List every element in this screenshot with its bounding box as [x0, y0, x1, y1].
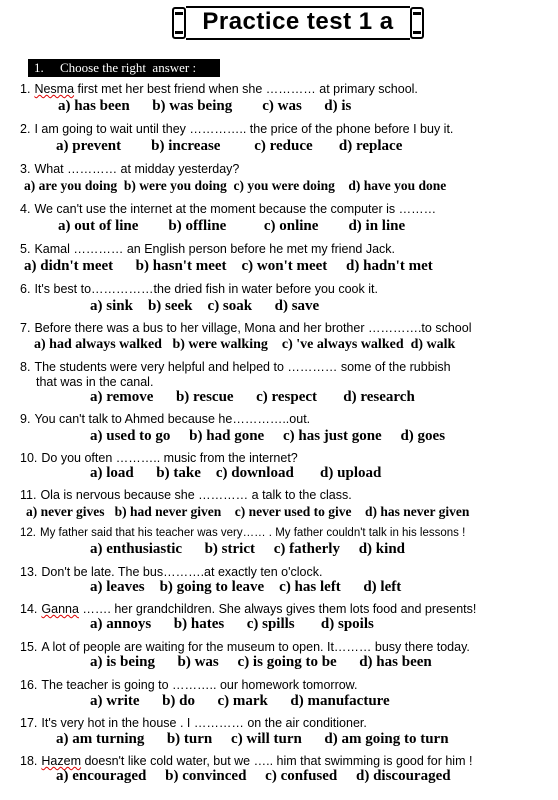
question-15: 15. A lot of people are waiting for the museum to open. It……… busy there today. — [20, 640, 470, 654]
option-a[interactable]: a) sink — [90, 298, 133, 314]
scroll-right-ornament — [410, 7, 424, 39]
option-a[interactable]: a) never gives — [26, 504, 105, 519]
options-9 — [90, 428, 445, 445]
question-11: 11. Ola is nervous because she ………… a talk to the class. — [20, 488, 352, 502]
question-1: 1. Nesma first met her best friend when she ………… at primary school. — [20, 82, 418, 96]
options-7 — [34, 337, 455, 353]
option-b[interactable]: b) do — [162, 693, 195, 709]
option-b[interactable]: b) convinced — [165, 768, 247, 784]
question-10: 10. Do you often ……….. music from the internet? — [20, 451, 298, 465]
options-18 — [56, 768, 451, 785]
option-c[interactable]: c) online — [263, 218, 319, 234]
option-b[interactable]: b) going to leave — [159, 579, 265, 595]
option-d[interactable]: d) discouraged — [356, 768, 451, 784]
option-c[interactable]: c) confused — [265, 768, 338, 784]
question-7: 7. Before there was a bus to her village, Mona and her brother ………….to school — [20, 321, 472, 335]
option-d[interactable]: d) manufacture — [290, 693, 390, 709]
option-c[interactable]: c) was — [262, 98, 302, 114]
option-d[interactable]: d) have you done — [348, 178, 447, 193]
options-14 — [90, 616, 374, 633]
option-d[interactable]: d) is — [324, 98, 352, 114]
options-6 — [90, 298, 319, 315]
option-d[interactable]: d) hadn't met — [346, 258, 433, 274]
option-d[interactable]: d) walk — [410, 337, 456, 352]
option-b[interactable]: b) offline — [168, 218, 227, 234]
option-b[interactable]: b) take — [156, 465, 201, 481]
option-a[interactable]: a) is being — [90, 654, 156, 670]
options-5 — [24, 258, 433, 275]
option-d[interactable]: d) in line — [348, 218, 406, 234]
option-b[interactable]: b) were walking — [172, 337, 268, 352]
question-12: 12. My father said that his teacher was very…… . My father couldn't talk in his lessons ! — [20, 527, 466, 539]
options-12 — [90, 541, 405, 558]
question-6: 6. It's best to……………the dried fish in water before you cook it. — [20, 282, 378, 296]
question-14: 14. Ganna ……. her grandchildren. She always gives them lots food and presents! — [20, 602, 477, 616]
question-8: 8. The students were very helpful and helped to ………… some of the rubbish — [20, 360, 451, 374]
option-a[interactable]: a) enthusiastic — [90, 541, 183, 557]
options-13 — [90, 579, 401, 596]
options-17 — [56, 731, 449, 748]
option-d[interactable]: d) research — [343, 389, 415, 405]
option-a[interactable]: a) leaves — [90, 579, 145, 595]
option-d[interactable]: d) replace — [338, 138, 403, 154]
option-b[interactable]: b) hasn't meet — [135, 258, 227, 274]
question-2: 2. I am going to wait until they ………….. the price of the phone before I buy it. — [20, 122, 454, 136]
options-10 — [90, 465, 381, 482]
option-b[interactable]: b) were you doing — [123, 178, 227, 193]
option-c[interactable]: c) you were doing — [233, 178, 335, 193]
title-banner — [172, 6, 424, 42]
option-d[interactable]: d) left — [363, 579, 402, 595]
question-17: 17. It's very hot in the house . I ………… on the air conditioner. — [20, 716, 367, 730]
option-a[interactable]: a) remove — [90, 389, 154, 405]
option-c[interactable]: c) won't meet — [241, 258, 328, 274]
name-hazem: Hazem — [41, 754, 81, 768]
option-c[interactable]: c) soak — [207, 298, 253, 314]
option-b[interactable]: b) strict — [204, 541, 255, 557]
question-13: 13. Don't be late. The bus……….at exactly ten o'clock. — [20, 565, 323, 579]
option-c[interactable]: c) will turn — [231, 731, 302, 747]
option-b[interactable]: b) hates — [173, 616, 225, 632]
options-16 — [90, 693, 390, 710]
option-a[interactable]: a) am turning — [56, 731, 145, 747]
question-4: 4. We can't use the internet at the moment because the computer is ……… — [20, 202, 437, 216]
option-d[interactable]: d) spoils — [320, 616, 374, 632]
option-b[interactable]: b) had never given — [114, 504, 222, 519]
option-c[interactable]: c) respect — [256, 389, 318, 405]
title-bottom-rule — [186, 38, 410, 40]
option-b[interactable]: b) rescue — [175, 389, 234, 405]
option-a[interactable]: a) has been — [58, 98, 130, 114]
name-nesma: Nesma — [34, 82, 75, 96]
option-c[interactable]: c) has just gone — [282, 428, 382, 444]
option-a[interactable]: a) prevent — [56, 138, 122, 154]
option-b[interactable]: b) was being — [152, 98, 233, 114]
option-a[interactable]: a) used to go — [90, 428, 171, 444]
option-d[interactable]: d) am going to turn — [324, 731, 449, 747]
option-a[interactable]: a) annoys — [90, 616, 152, 632]
option-b[interactable]: b) turn — [166, 731, 213, 747]
options-15 — [90, 654, 432, 671]
question-8-continued: that was in the canal. — [36, 375, 154, 389]
option-a[interactable]: a) out of line — [58, 218, 139, 234]
option-d[interactable]: d) has been — [359, 654, 432, 670]
name-ganna: Ganna — [41, 602, 79, 616]
option-a[interactable]: a) had always walked — [34, 337, 162, 352]
options-4 — [58, 218, 405, 235]
option-c[interactable]: c) has left — [279, 579, 341, 595]
option-c[interactable]: c) 've always walked — [281, 337, 404, 352]
option-d[interactable]: d) upload — [320, 465, 382, 481]
option-b[interactable]: b) had gone — [189, 428, 265, 444]
option-c[interactable]: c) never used to give — [234, 504, 352, 519]
question-5: 5. Kamal ………… an English person before he met my friend Jack. — [20, 242, 396, 256]
option-d[interactable]: d) kind — [358, 541, 406, 557]
option-c[interactable]: c) mark — [217, 693, 268, 709]
options-11 — [26, 504, 469, 520]
option-c[interactable]: c) download — [215, 465, 294, 481]
question-16: 16. The teacher is going to ……….. our homework tomorrow. — [20, 678, 358, 692]
options-3 — [24, 178, 446, 194]
option-c[interactable]: c) reduce — [254, 138, 313, 154]
option-c[interactable]: c) fatherly — [273, 541, 340, 557]
option-d[interactable]: d) goes — [400, 428, 446, 444]
section-heading: 1. Choose the right answer : — [28, 59, 220, 77]
option-d[interactable]: d) has never given — [364, 504, 470, 519]
question-9: 9. You can't talk to Ahmed because he…………..out. — [20, 412, 311, 426]
option-c[interactable]: c) spills — [246, 616, 295, 632]
option-b[interactable]: b) increase — [151, 138, 221, 154]
option-a[interactable]: a) are you doing — [24, 178, 118, 193]
options-8 — [90, 389, 415, 406]
option-a[interactable]: a) didn't meet — [24, 258, 114, 274]
question-3: 3. What ………… at midday yesterday? — [20, 162, 240, 176]
page-title: Practice test 1 a — [202, 8, 394, 35]
option-c[interactable]: c) is going to be — [237, 654, 337, 670]
options-1 — [58, 98, 351, 115]
option-a[interactable]: a) encouraged — [56, 768, 147, 784]
option-a[interactable]: a) load — [90, 465, 134, 481]
question-18: 18. Hazem doesn't like cold water, but we ….. him that swimming is good for him ! — [20, 754, 473, 768]
option-a[interactable]: a) write — [90, 693, 140, 709]
options-2 — [56, 138, 402, 155]
option-b[interactable]: b) seek — [147, 298, 193, 314]
option-b[interactable]: b) was — [177, 654, 219, 670]
option-d[interactable]: d) save — [274, 298, 320, 314]
